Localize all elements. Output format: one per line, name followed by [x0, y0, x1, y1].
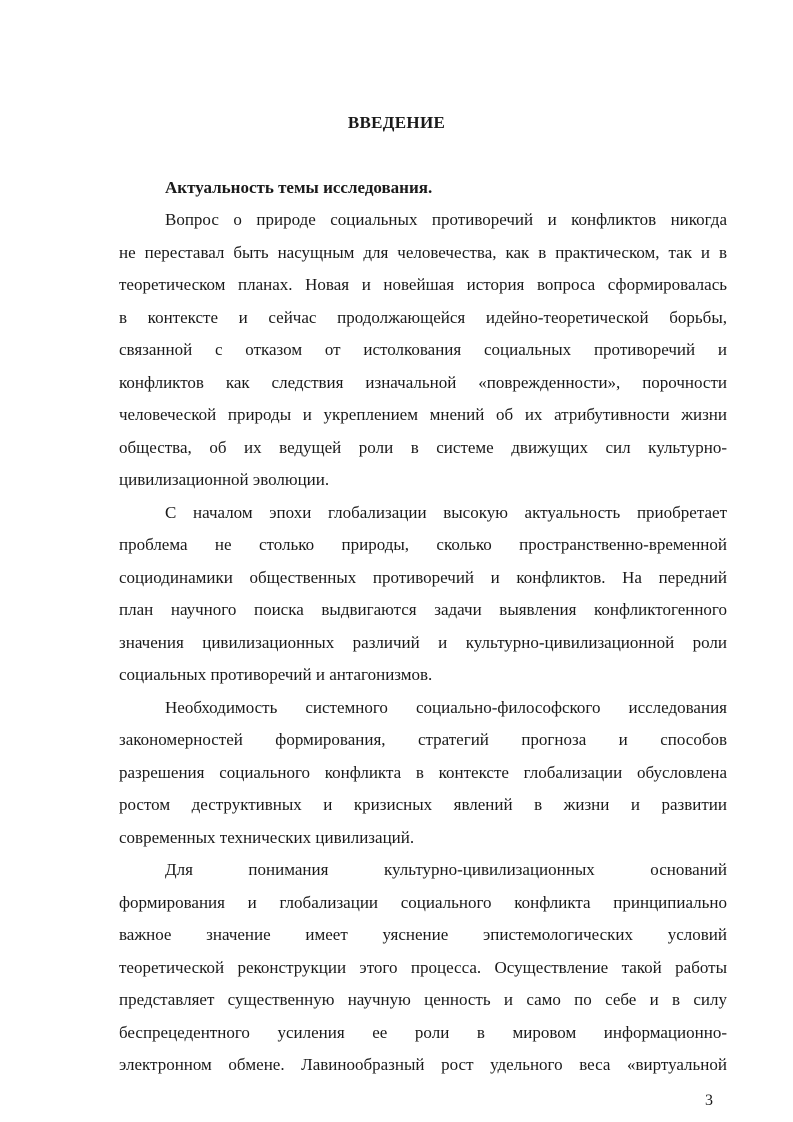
text-line: общества, об их ведущей роли в системе движущих сил культурно-: [119, 437, 727, 457]
text-line: современных технических цивилизаций.: [119, 827, 415, 847]
text-line: не переставал быть насущным для человечества, как в практическом, так и в: [119, 242, 727, 262]
text-line: формирования и глобализации социального конфликта принципиально: [119, 892, 727, 912]
text-line: теоретическом планах. Новая и новейшая история вопроса сформировалась: [119, 275, 727, 294]
text-line: значения цивилизационных различий и культурно-цивилизационной роли: [119, 632, 727, 652]
text-line: план научного поиска выдвигаются задачи выявления конфликтогенного: [119, 600, 727, 619]
text-line: беспрецедентного усиления ее роли в мировом информационно-: [119, 1022, 727, 1042]
paragraph-1: [119, 204, 727, 497]
page-number: 3: [705, 1092, 713, 1109]
text-line: социодинамики общественных противоречий и конфликтов. На передний: [119, 567, 727, 587]
text-line: Вопрос о природе социальных противоречий и конфликтов никогда: [165, 210, 727, 229]
text-line: разрешения социального конфликта в контексте глобализации обусловлена: [119, 762, 727, 782]
text-line: Для понимания культурно-цивилизационных оснований: [165, 860, 727, 879]
body-text: [119, 204, 727, 1082]
text-line: конфликтов как следствия изначальной «поврежденности», порочности: [119, 372, 727, 392]
text-line: закономерностей формирования, стратегий прогноза и способов: [119, 730, 727, 749]
paragraph-3: [119, 692, 727, 855]
text-line: Необходимость системного социально-философского исследования: [165, 697, 727, 717]
section-heading: Актуальность темы исследования.: [165, 178, 433, 197]
text-line: представляет существенную научную ценность и само по себе и в силу: [119, 990, 727, 1009]
text-line: С началом эпохи глобализации высокую актуальность приобретает: [165, 502, 727, 522]
text-line: социальных противоречий и антагонизмов.: [119, 665, 433, 684]
text-line: теоретической реконструкции этого процесса. Осуществление такой работы: [119, 957, 727, 977]
paragraph-2: [119, 497, 727, 692]
text-line: в контексте и сейчас продолжающейся идейно-теоретической борьбы,: [119, 307, 727, 327]
text-line: проблема не столько природы, сколько пространственно-временной: [119, 535, 727, 554]
paragraph-4: [119, 854, 727, 1082]
text-line: цивилизационной эволюции.: [119, 470, 330, 489]
page-title: ВВЕДЕНИЕ: [347, 113, 446, 132]
text-line: связанной с отказом от истолкования социальных противоречий и: [119, 340, 727, 359]
text-line: человеческой природы и укреплением мнений об их атрибутивности жизни: [119, 405, 727, 424]
text-line: ростом деструктивных и кризисных явлений в жизни и развитии: [119, 795, 727, 814]
text-line: важное значение имеет уяснение эпистемологических условий: [119, 925, 727, 944]
text-line: электронном обмене. Лавинообразный рост удельного веса «виртуальной: [119, 1055, 727, 1074]
